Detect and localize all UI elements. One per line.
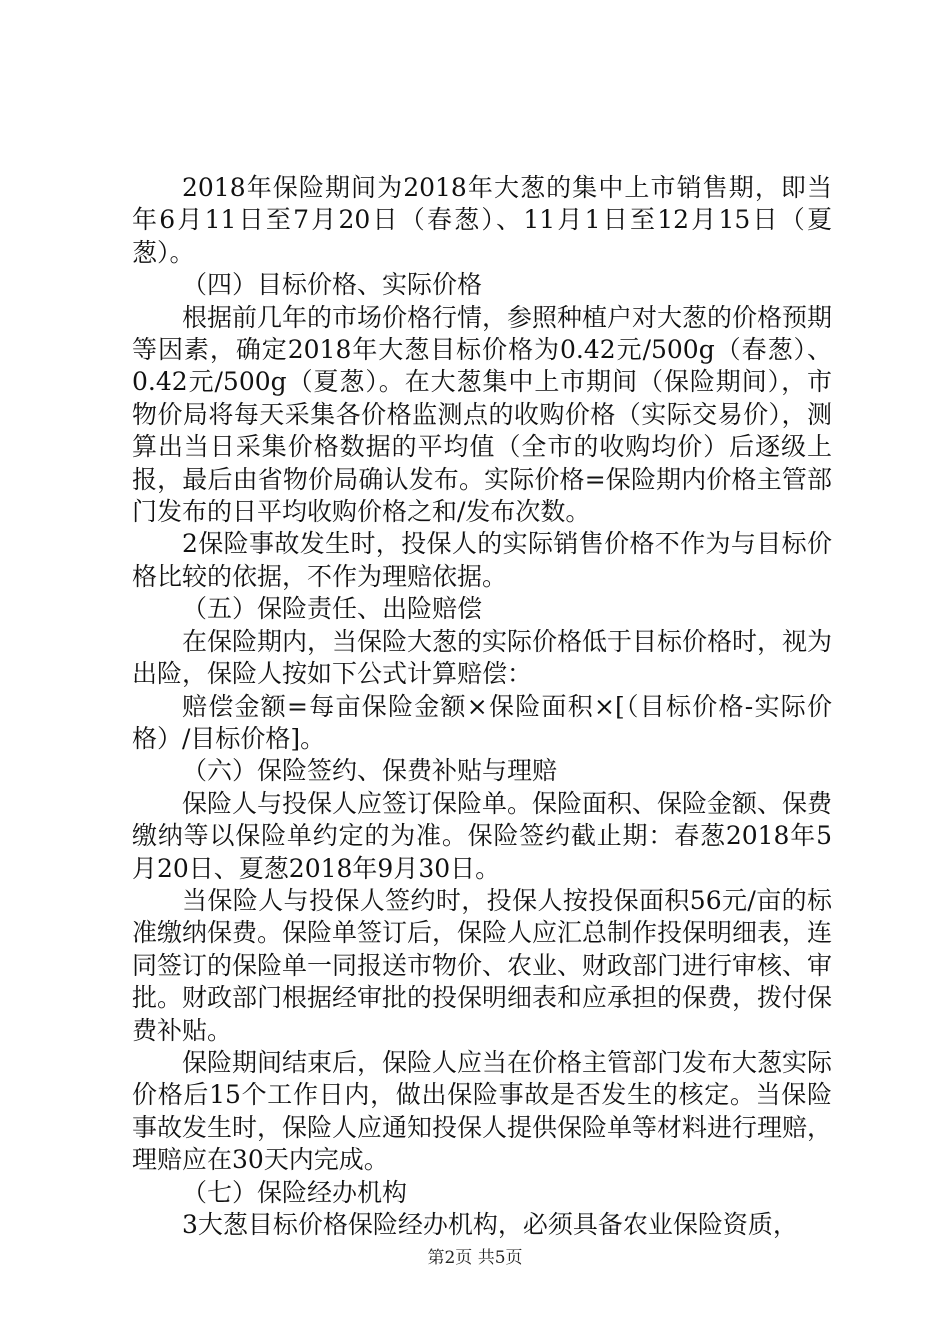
heading-target-price: （四）目标价格、实际价格 (182, 270, 483, 300)
document-body (132, 172, 832, 1241)
paragraph-trigger: 在保险期内，当保险大葱的实际价格低于目标价格时，视为出险，保险人按如下公式计算赔偿： (132, 626, 833, 689)
heading-agency: （七）保险经办机构 (182, 1177, 408, 1207)
paragraph-premium-payment: 当保险人与投保人签约时，投保人按投保面积56元/亩的标准缴纳保费。保险单签订后，保险人应汇总制作投保明细表，连同签订的保险单一同报送市物价、农业、财政部门进行审核、审批。财政部门根据经审批的投保明细表和应承担的保费，拨付保费补贴。 (132, 885, 833, 1045)
paragraph-price-determination: 根据前几年的市场价格行情，参照种植户对大葱的价格预期等因素，确定2018年大葱目标价格为0.42元/500g（春葱）、0.42元/500g（夏葱）。在大葱集中上市期间（保险期间），市物价局将每天采集各价格监测点的收购价格（实际交易价），测算出当日采集价格数据的平均值（全市的收购均价）后逐级上报，最后由省物价局确认发布。实际价格=保险期内价格主管部门发布的日平均收购价格之和/发布次数。 (132, 302, 833, 527)
paragraph-formula: 赔偿金额=每亩保险金额×保险面积×[（目标价格-实际价格）/目标价格]。 (132, 691, 832, 753)
paragraph-insurance-period: 2018年保险期间为2018年大葱的集中上市销售期，即当年6月11日至7月20日（春葱）、11月1日至12月15日（夏葱）。 (132, 173, 832, 267)
heading-liability: （五）保险责任、出险赔偿 (182, 594, 483, 624)
paragraph-agency-requirement: 3大葱目标价格保险经办机构，必须具备农业保险资质， (182, 1210, 798, 1239)
paragraph-claim-process: 保险期间结束后，保险人应当在价格主管部门发布大葱实际价格后15个工作日内，做出保险事故是否发生的核定。当保险事故发生时，保险人应通知投保人提供保险单等材料进行理赔，理赔应在30天内完成。 (132, 1047, 833, 1175)
page-number-footer: 第2页 共5页 (427, 1248, 523, 1268)
paragraph-claim-basis: 2保险事故发生时，投保人的实际销售价格不作为与目标价格比较的依据，不作为理赔依据。 (132, 529, 832, 591)
paragraph-policy-signing: 保险人与投保人应签订保险单。保险面积、保险金额、保费缴纳等以保险单约定的为准。保险签约截止期：春葱2018年5月20日、夏葱2018年9月30日。 (132, 788, 833, 883)
heading-signing: （六）保险签约、保费补贴与理赔 (182, 756, 558, 786)
